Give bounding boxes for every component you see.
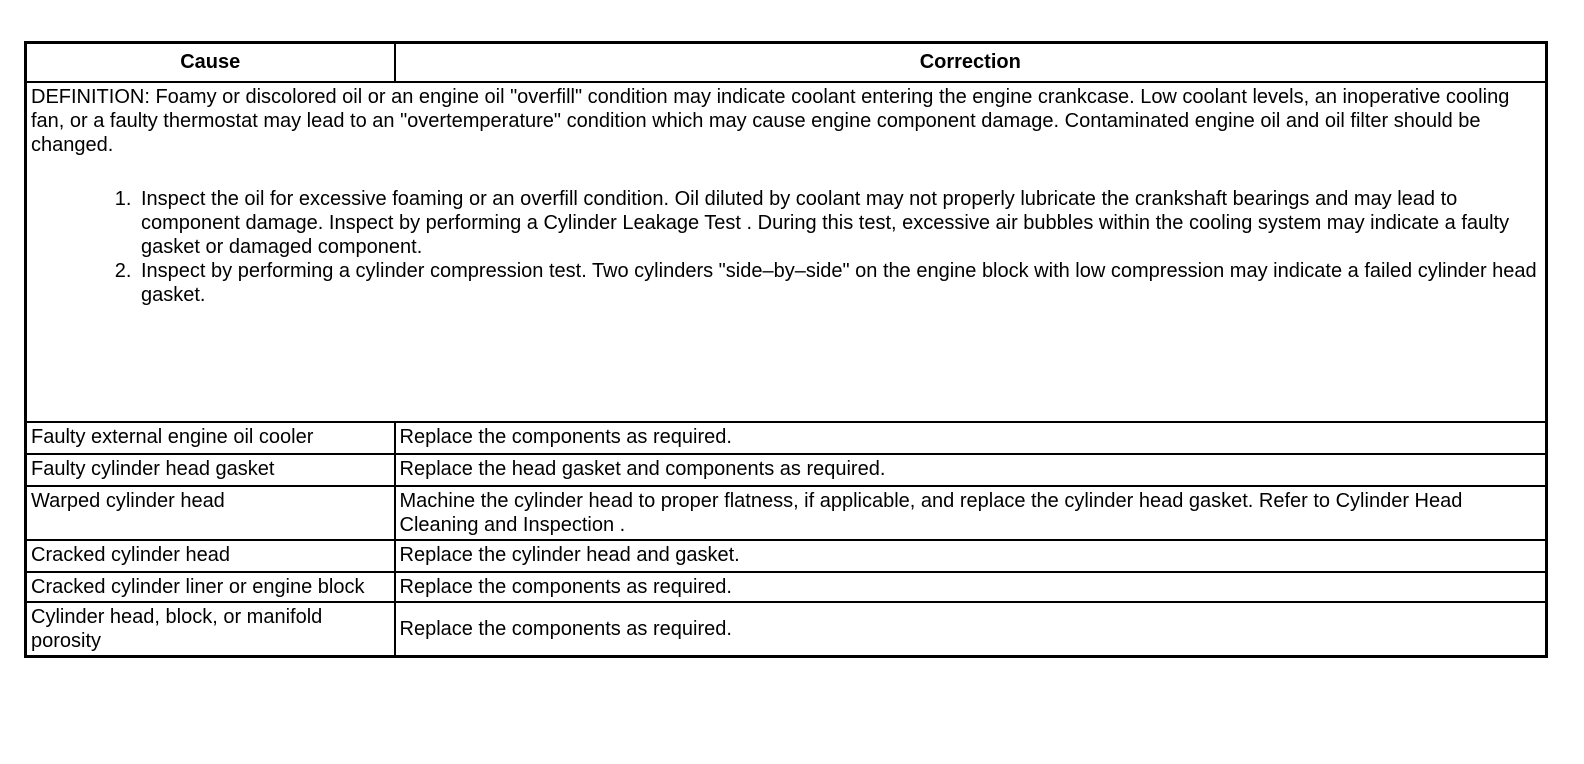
table-row: [26, 486, 1547, 540]
correction-cell: Replace the head gasket and components as required.: [395, 454, 1547, 486]
cause-cell: Cracked cylinder liner or engine block: [26, 572, 395, 602]
table-row: [26, 572, 1547, 602]
inspection-step: 2. Inspect by performing a cylinder compression test. Two cylinders "side–by–side" on the engine block with low compression may indicate a failed cylinder head gasket.: [137, 259, 1541, 307]
cause-cell: Warped cylinder head: [26, 486, 395, 540]
cause-cell: Cylinder head, block, or manifold porosity: [26, 602, 395, 657]
cause-cell: Cracked cylinder head: [26, 540, 395, 572]
table-header-row: [26, 43, 1547, 82]
cause-cell: Faulty cylinder head gasket: [26, 454, 395, 486]
table-row: [26, 602, 1547, 657]
definition-cell: [26, 82, 1547, 422]
correction-cell: Machine the cylinder head to proper flatness, if applicable, and replace the cylinder head gasket. Refer to Cylinder Head Cleaning and Inspection .: [395, 486, 1547, 540]
correction-cell: Replace the components as required.: [395, 422, 1547, 454]
cause-cell: Faulty external engine oil cooler: [26, 422, 395, 454]
inspection-step: 1. Inspect the oil for excessive foaming or an overfill condition. Oil diluted by coolant may not properly lubricate the crankshaft bearings and may lead to component damage. Inspect by performing a Cylinder Leakage Test . During this test, excessive air bubbles within the cooling system may indicate a faulty gasket or damaged component.: [137, 187, 1541, 259]
table-row: [26, 540, 1547, 572]
correction-cell: Replace the cylinder head and gasket.: [395, 540, 1547, 572]
diagnosis-table: [24, 41, 1548, 658]
table-row: [26, 454, 1547, 486]
table-row: [26, 422, 1547, 454]
definition-row: [26, 82, 1547, 422]
definition-text: DEFINITION: Foamy or discolored oil or an engine oil "overfill" condition may indicate coolant entering the engine crankcase. Low coolant levels, an inoperative cooling fan, or a faulty thermostat may lead to an "overtemperature" condition which may cause engine component damage. Contaminated engine oil and oil filter should be changed.: [31, 85, 1510, 156]
correction-cell: Replace the components as required.: [395, 572, 1547, 602]
inspection-steps-list: [31, 187, 1541, 307]
correction-column-header: Correction: [395, 43, 1547, 82]
cause-column-header: Cause: [26, 43, 395, 82]
correction-cell: Replace the components as required.: [395, 602, 1547, 657]
